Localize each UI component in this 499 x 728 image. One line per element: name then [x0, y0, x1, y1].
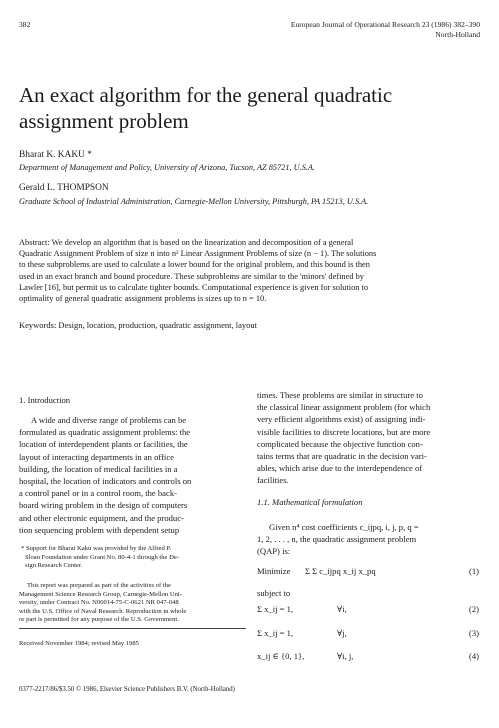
objective-expression: Σ Σ c_ijpq x_ij x_pq: [305, 566, 376, 576]
equation-number: (1): [468, 566, 479, 576]
constraint-condition: ∀j,: [337, 628, 347, 638]
abstract: [19, 237, 479, 304]
constraint-condition: ∀i, j,: [337, 651, 354, 661]
footnote-line: sign Research Center.: [25, 562, 83, 570]
page-number: 382: [19, 20, 31, 29]
minimize-label: Minimize: [257, 566, 291, 576]
intro-line: building, the location of medical facilities in a: [19, 463, 178, 474]
author-name-2: Gerald L. THOMPSON: [19, 183, 109, 193]
given-line: Given n⁴ cost coefficients c_ijpq, i, j, p, q =: [269, 522, 419, 532]
abstract-line: to these subproblems are used to calculate a lower bound for the original problem, and this bound is then: [19, 260, 370, 270]
equation-1: [257, 566, 479, 576]
constraint-expression: Σ x_ij = 1,: [257, 628, 294, 638]
intro-line: location of interdependent plants or facilities, the: [19, 439, 188, 450]
introduction-text: [19, 414, 246, 536]
footnote-line: * Support for Bharat Kaku was provided by the Alfred P.: [21, 545, 171, 552]
constraint-expression: Σ x_ij = 1,: [257, 604, 294, 614]
intro-line: formulated as quadratic assignment problems: the: [19, 427, 191, 438]
equation-3: [257, 628, 479, 638]
publisher: North-Holland: [435, 30, 480, 39]
constraint-expression: x_ij ∈ {0, 1},: [257, 651, 305, 661]
subsection-heading: 1.1. Mathematical formulation: [257, 497, 363, 507]
right-line: facilities.: [257, 475, 289, 486]
right-line: complicated because the objective function con-: [257, 438, 423, 449]
equation-4: [257, 651, 479, 662]
intro-line: layout of interacting departments in an office: [19, 451, 174, 462]
right-line: tains terms that are quadratic in the decision vari-: [257, 451, 427, 462]
abstract-line: optimality of general quadratic assignment problems is sizes up to n = 10.: [19, 294, 267, 304]
right-line: very efficient algorithms exist) of assigning indi-: [257, 414, 426, 425]
abstract-line: used in an exact branch and bound procedure. These subproblems are similar to the 'minors' defined by: [19, 271, 364, 281]
intro-line: board wiring problem in the design of computers: [19, 500, 188, 511]
right-line: the classical linear assignment problem (for which: [257, 402, 431, 413]
right-line: visible facilities to discrete locations, but are more: [257, 426, 431, 437]
keywords: Keywords: Design, location, production, quadratic assignment, layout: [19, 320, 257, 330]
intro-line: a control panel or in a control room, the back-: [19, 488, 177, 499]
footnote-line: or part is permitted for any purpose of the U.S. Government.: [19, 616, 179, 624]
footnote-support: [19, 545, 246, 571]
footnote-line: with the U.S. Office of Naval Research. Reproduction in whole: [19, 607, 187, 615]
intro-line: hospital, the location of indicators and controls on: [19, 476, 192, 487]
footnote-line: This report was prepared as part of the activities of the: [27, 582, 171, 589]
intro-line: A wide and diverse range of problems can be: [31, 415, 187, 425]
footnote-line: versity, under Contract No. N00014-75-C-0621 NR 047-048: [19, 599, 179, 607]
right-column-text: [257, 389, 479, 487]
given-text: [257, 521, 479, 558]
author-affiliation-2: Graduate School of Industrial Administration, Carnegie-Mellon University, Pittsburgh, PA 15213, U.S.A.: [19, 197, 369, 206]
equation-number: (3): [468, 628, 479, 638]
equation-2: [257, 604, 479, 614]
abstract-line: Abstract: We develop an algorithm that is based on the linearization and decomposition of a general: [19, 238, 354, 247]
abstract-line: Quadratic Assignment Problem of size n into n² Linear Assignment Problems of size (n − 1). The solutions: [19, 249, 377, 259]
paper-title-line-1: An exact algorithm for the general quadratic: [19, 83, 393, 107]
intro-line: and other electronic equipment, and the produc-: [19, 512, 184, 523]
equation-number: (2): [468, 604, 479, 614]
right-line: times. These problems are similar in structure to: [257, 390, 423, 400]
given-line: (QAP) is:: [257, 546, 291, 557]
given-line: 1, 2, . . . , n, the quadratic assignment problem: [257, 534, 417, 545]
author-affiliation-1: Department of Management and Policy, University of Arizona, Tucson, AZ 85721, U.S.A.: [19, 163, 316, 172]
journal-citation: European Journal of Operational Research 23 (1986) 382–390: [290, 20, 480, 29]
footnote-line: Sloan Foundation under Grant No. 80-4-1 through the De-: [25, 553, 180, 561]
author-name-1: Bharat K. KAKU *: [19, 150, 92, 160]
intro-line: tion sequencing problem with dependent setup: [19, 524, 180, 535]
section-heading-introduction: 1. Introduction: [19, 395, 71, 405]
abstract-line: Lawler [16], but permit us to calculate tighter bounds. Computational experience is given for solution to: [19, 282, 369, 292]
constraint-condition: ∀i,: [337, 604, 347, 614]
footnote-report: [19, 582, 246, 625]
footnote-line: Management Science Research Group, Carnegie-Mellon Uni-: [19, 590, 182, 598]
copyright-footer: 0377-2217/86/$3.50 © 1986, Elsevier Science Publishers B.V. (North-Holland): [19, 686, 235, 693]
subject-to-label: subject to: [257, 588, 291, 598]
received-date: Received November 1984; revised May 1985: [19, 640, 139, 647]
right-line: ables, which arise due to the interdependence of: [257, 463, 423, 474]
equation-number: (4): [468, 651, 479, 661]
footnote-divider: [19, 628, 246, 629]
paper-title-line-2: assignment problem: [19, 109, 189, 133]
